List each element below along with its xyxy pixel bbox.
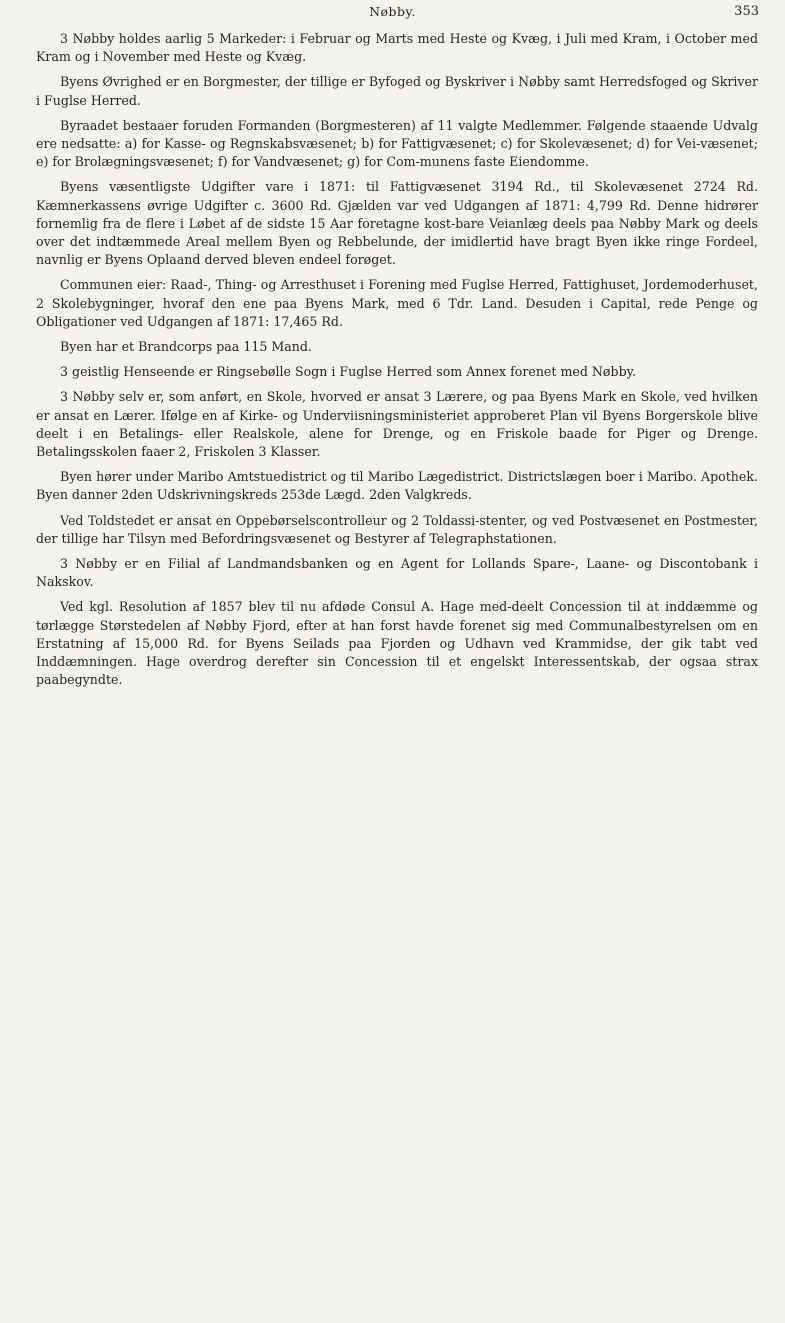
- paragraph-council: Byraadet bestaaer foruden Formanden (Borgmesteren) af 11 valgte Medlemmer. Følgende staaende Udvalg ere nedsatte: a) for Kasse- og Regnskabsvæsenet; b) for Fattigvæsenet; c) for Skolevæsenet; d) for Vei-væsenet; e) for Brolægningsvæsenet; f) for Vandvæsenet; g) for Com-munens faste Eiendomme.: [36, 117, 758, 170]
- paragraph-authority: Byens Øvrighed er en Borgmester, der tillige er Byfoged og Byskriver i Nøbby samt Herredsfoged og Skriver i Fuglse Herred.: [36, 74, 758, 108]
- running-title: Nøbby.: [369, 4, 416, 19]
- body-text: [36, 30, 758, 697]
- paragraph-property: Communen eier: Raad-, Thing- og Arresthuset i Forening med Fuglse Herred, Fattighuset, Jordemoderhuset, 2 Skolebygninger, hvoraf den ene paa Byens Mark, med 6 Tdr. Land. Desuden i Capital, rede Penge og Obligationer ved Udgangen af 1871: 17,465 Rd.: [36, 277, 758, 329]
- paragraph-markets: 3 Nøbby holdes aarlig 5 Markeder: i Februar og Marts med Heste og Kvæg, i Juli med Kram, i October med Kram og i November med Heste og Kvæg.: [36, 31, 758, 65]
- paragraph-expenses: Byens væsentligste Udgifter vare i 1871: til Fattigvæsenet 3194 Rd., til Skolevæsenet 2724 Rd. Kæmnerkassens øvrige Udgifter c. 3600 Rd. Gjælden var ved Udgangen af 1871: 4,799 Rd. Denne hidrører fornemlig fra de flere i Løbet af de sidste 15 Aar foretagne kost-bare Veianlæg deels paa Nøbby Mark og deels over det indtæmmede Areal mellem Byen og Rebbelunde, der imidlertid have bragt Byen ikke ringe Fordeel, navnlig er Byens Oplaand derved bleven endeel forøget.: [36, 179, 758, 268]
- page-number: 353: [734, 4, 759, 19]
- page-header: [0, 4, 785, 26]
- paragraph-resolution: Ved kgl. Resolution af 1857 blev til nu afdøde Consul A. Hage med-deelt Concession til at inddæmme og tørlægge Størstedelen af Nøbby Fjord, efter at han forst havde forenet sig med Communalbestyrelsen om en Erstatning af 15,000 Rd. for Byens Seilads paa Fjorden og Udhavn ved Krammidse, der gik tabt ved Inddæmningen. Hage overdrog derefter sin Concession til et engelskt Interessentskab, der ogsaa strax paabegyndte.: [36, 599, 758, 688]
- paragraph-schools: 3 Nøbby selv er, som anført, en Skole, hvorved er ansat 3 Lærere, og paa Byens Mark en Skole, ved hvilken er ansat en Lærer. Ifølge en af Kirke- og Underviisningsministeriet approberet Plan vil Byens Borgerskole blive deelt i en Betalings- eller Realskole, alene for Drenge, og en Friskole baade for Piger og Drenge. Betalingsskolen faaer 2, Friskolen 3 Klasser.: [36, 389, 758, 460]
- paragraph-parish: 3 geistlig Henseende er Ringsebølle Sogn i Fuglse Herred som Annex forenet med Nøbby.: [60, 364, 637, 380]
- paragraph-district: Byen hører under Maribo Amtstuedistrict og til Maribo Lægedistrict. Districtslægen boer i Maribo. Apothek. Byen danner 2den Udskrivningskreds 253de Lægd. 2den Valgkreds.: [36, 469, 758, 503]
- paragraph-bank: 3 Nøbby er en Filial af Landmandsbanken og en Agent for Lollands Spare-, Laane- og Discontobank i Nakskov.: [36, 556, 758, 590]
- paragraph-customs-post: Ved Toldstedet er ansat en Oppebørselscontrolleur og 2 Toldassi-stenter, og ved Postvæsenet en Postmester, der tillige har Tilsyn med Befordringsvæsenet og Bestyrer af Telegraphstationen.: [36, 512, 758, 546]
- paragraph-fire-brigade: Byen har et Brandcorps paa 115 Mand.: [60, 339, 312, 355]
